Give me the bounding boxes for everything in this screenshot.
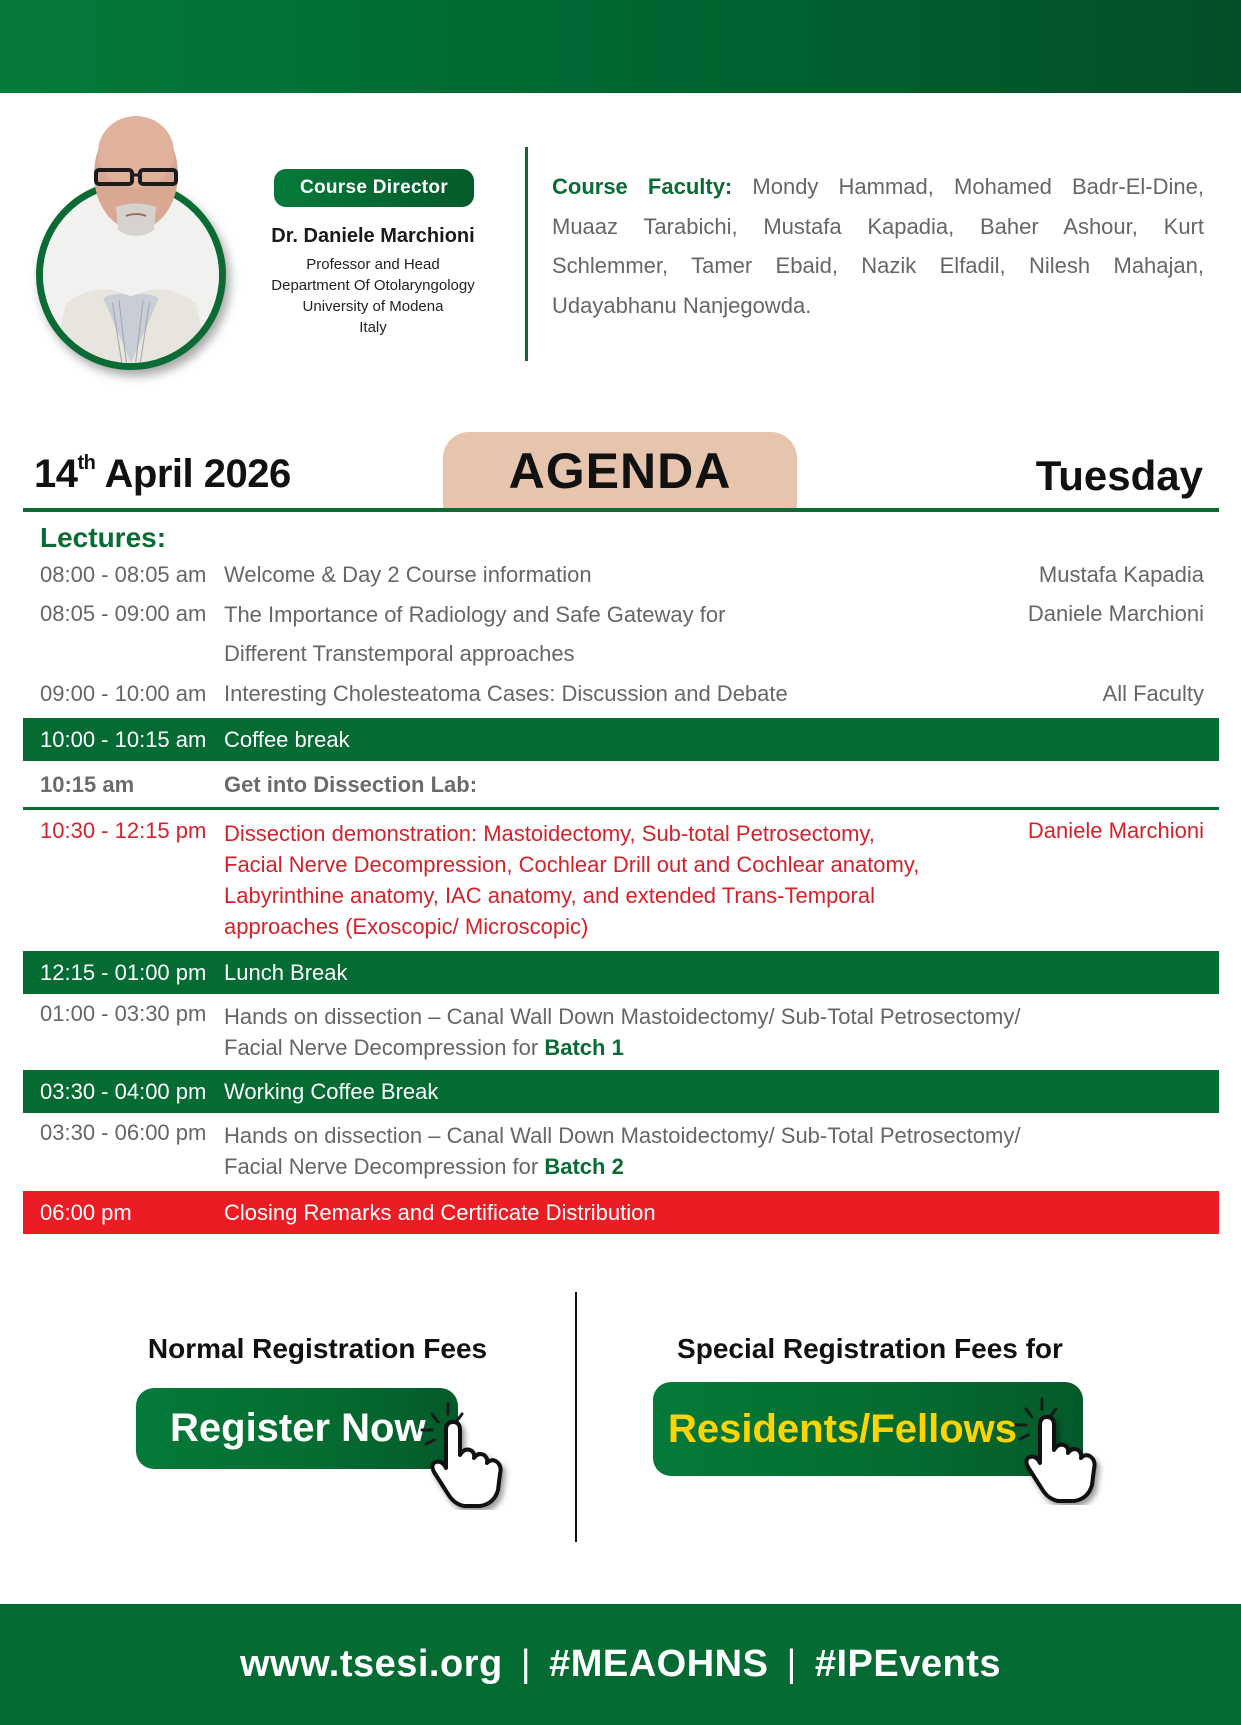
- director-affiliation: [232, 254, 514, 338]
- row-time: 10:30 - 12:15 pm: [40, 818, 207, 843]
- agenda-row-lab: [23, 772, 1219, 804]
- row-description: [224, 1120, 1214, 1182]
- section-rule: [23, 807, 1219, 810]
- special-registration-title: Special Registration Fees for: [677, 1333, 1063, 1364]
- row-description: [224, 818, 1004, 942]
- row-description: Closing Remarks and Certificate Distribution: [224, 1200, 656, 1225]
- row-speaker: Mustafa Kapadia: [1038, 562, 1204, 587]
- register-now-button[interactable]: [136, 1388, 458, 1469]
- agenda-weekday: Tuesday: [1035, 452, 1203, 499]
- row-description: Lunch Break: [224, 960, 348, 985]
- row-description-line: The Importance of Radiology and Safe Gateway for: [224, 602, 726, 627]
- agenda-row-hands-on-batch2: [23, 1120, 1219, 1182]
- footer-website-link[interactable]: www.tsesi.org: [240, 1643, 503, 1685]
- registration-divider: [575, 1292, 577, 1542]
- director-title-line: Italy: [359, 319, 387, 336]
- footer-band: [0, 1604, 1241, 1725]
- row-time: 03:30 - 04:00 pm: [40, 1079, 207, 1104]
- director-name: Dr. Daniele Marchioni: [271, 225, 475, 247]
- row-description: [224, 595, 1004, 673]
- footer-separator: |: [520, 1643, 532, 1685]
- normal-registration-title: Normal Registration Fees: [147, 1333, 488, 1364]
- row-description-line: Facial Nerve Decompression for: [224, 1154, 545, 1179]
- hand-pointer-click-icon: [1014, 1395, 1114, 1505]
- agenda-row-hands-on-batch1: [23, 1001, 1219, 1063]
- row-description: Get into Dissection Lab:: [224, 772, 478, 797]
- row-description-line: Hands on dissection – Canal Wall Down Mastoidectomy/ Sub-Total Petrosectomy/: [224, 1004, 1021, 1029]
- top-header-band: [0, 0, 1241, 93]
- row-description-line: Dissection demonstration: Mastoidectomy, Sub-total Petrosectomy,: [224, 821, 875, 846]
- row-speaker: Daniele Marchioni: [1027, 601, 1204, 626]
- row-speaker: All Faculty: [1102, 681, 1204, 706]
- row-time: 01:00 - 03:30 pm: [40, 1001, 207, 1026]
- row-description-line: Facial Nerve Decompression, Cochlear Drill out and Cochlear anatomy,: [224, 852, 920, 877]
- row-time: 03:30 - 06:00 pm: [40, 1120, 207, 1145]
- row-description-line: Labyrinthine anatomy, IAC anatomy, and extended Trans-Temporal: [224, 883, 875, 908]
- vertical-divider: [525, 147, 528, 361]
- agenda-row-closing-remarks: [23, 1191, 1219, 1234]
- agenda-header-rule: [23, 508, 1219, 512]
- course-faculty: [552, 167, 1204, 325]
- register-now-label: Register Now: [170, 1406, 426, 1450]
- agenda-row-working-coffee-break: [23, 1070, 1219, 1113]
- agenda-row: [23, 681, 1219, 713]
- agenda-row-coffee-break: [23, 718, 1219, 761]
- faculty-label: Course Faculty:: [552, 174, 733, 199]
- batch-label: Batch 2: [544, 1154, 624, 1179]
- row-time: 08:05 - 09:00 am: [40, 601, 207, 626]
- row-description-line: Different Transtemporal approaches: [224, 641, 575, 666]
- director-head-icon: [76, 112, 196, 262]
- row-description-line: Hands on dissection – Canal Wall Down Mastoidectomy/ Sub-Total Petrosectomy/: [224, 1123, 1021, 1148]
- row-time: 09:00 - 10:00 am: [40, 681, 207, 706]
- date-suffix: th: [77, 451, 96, 474]
- row-time: 10:00 - 10:15 am: [40, 727, 207, 752]
- footer-separator: |: [786, 1643, 797, 1685]
- batch-label: Batch 1: [544, 1035, 624, 1060]
- director-title-line: Professor and Head: [306, 256, 440, 273]
- faculty-names: Mondy Hammad, Mohamed Badr-El-Dine, Muaaz Tarabichi, Mustafa Kapadia, Baher Ashour, Kurt Schlemmer, Tamer Ebaid, Nazik Elfadil, Nilesh Mahajan, Udayabhanu Nanjegowda.: [552, 174, 1204, 318]
- course-director-badge: Course Director: [274, 169, 474, 207]
- agenda-title-tab: AGENDA: [443, 432, 797, 509]
- director-title-line: University of Modena: [302, 298, 444, 315]
- row-description-line: Facial Nerve Decompression for: [224, 1035, 545, 1060]
- row-description: Working Coffee Break: [224, 1079, 439, 1104]
- row-speaker: Daniele Marchioni: [1027, 818, 1204, 843]
- director-photo: [36, 112, 226, 357]
- footer-hashtag-ipevents: #IPEvents: [814, 1643, 1001, 1685]
- director-title-line: Department Of Otolaryngology: [271, 277, 475, 294]
- row-time: 08:00 - 08:05 am: [40, 562, 207, 587]
- residents-fellows-label: Residents/Fellows: [668, 1406, 1017, 1451]
- agenda-row: [23, 562, 1219, 594]
- lectures-section-label: Lectures:: [40, 522, 167, 553]
- row-description-line: approaches (Exoscopic/ Microscopic): [224, 914, 589, 939]
- agenda-row: [23, 601, 1219, 673]
- row-time: 06:00 pm: [40, 1200, 132, 1225]
- agenda-date: [34, 452, 291, 497]
- agenda-row-demonstration: [23, 818, 1219, 940]
- row-description: [224, 1001, 1214, 1063]
- row-description: Welcome & Day 2 Course information: [224, 562, 592, 587]
- agenda-row-lunch-break: [23, 951, 1219, 994]
- row-time: 12:15 - 01:00 pm: [40, 960, 207, 985]
- hand-pointer-click-icon: [420, 1400, 520, 1510]
- date-day: 14: [34, 452, 78, 496]
- date-month-year: April 2026: [104, 452, 291, 496]
- row-time: 10:15 am: [40, 772, 135, 797]
- row-description: Coffee break: [224, 727, 350, 752]
- footer-hashtag-meaohns: #MEAOHNS: [549, 1643, 769, 1685]
- row-description: Interesting Cholesteatoma Cases: Discussion and Debate: [224, 681, 788, 706]
